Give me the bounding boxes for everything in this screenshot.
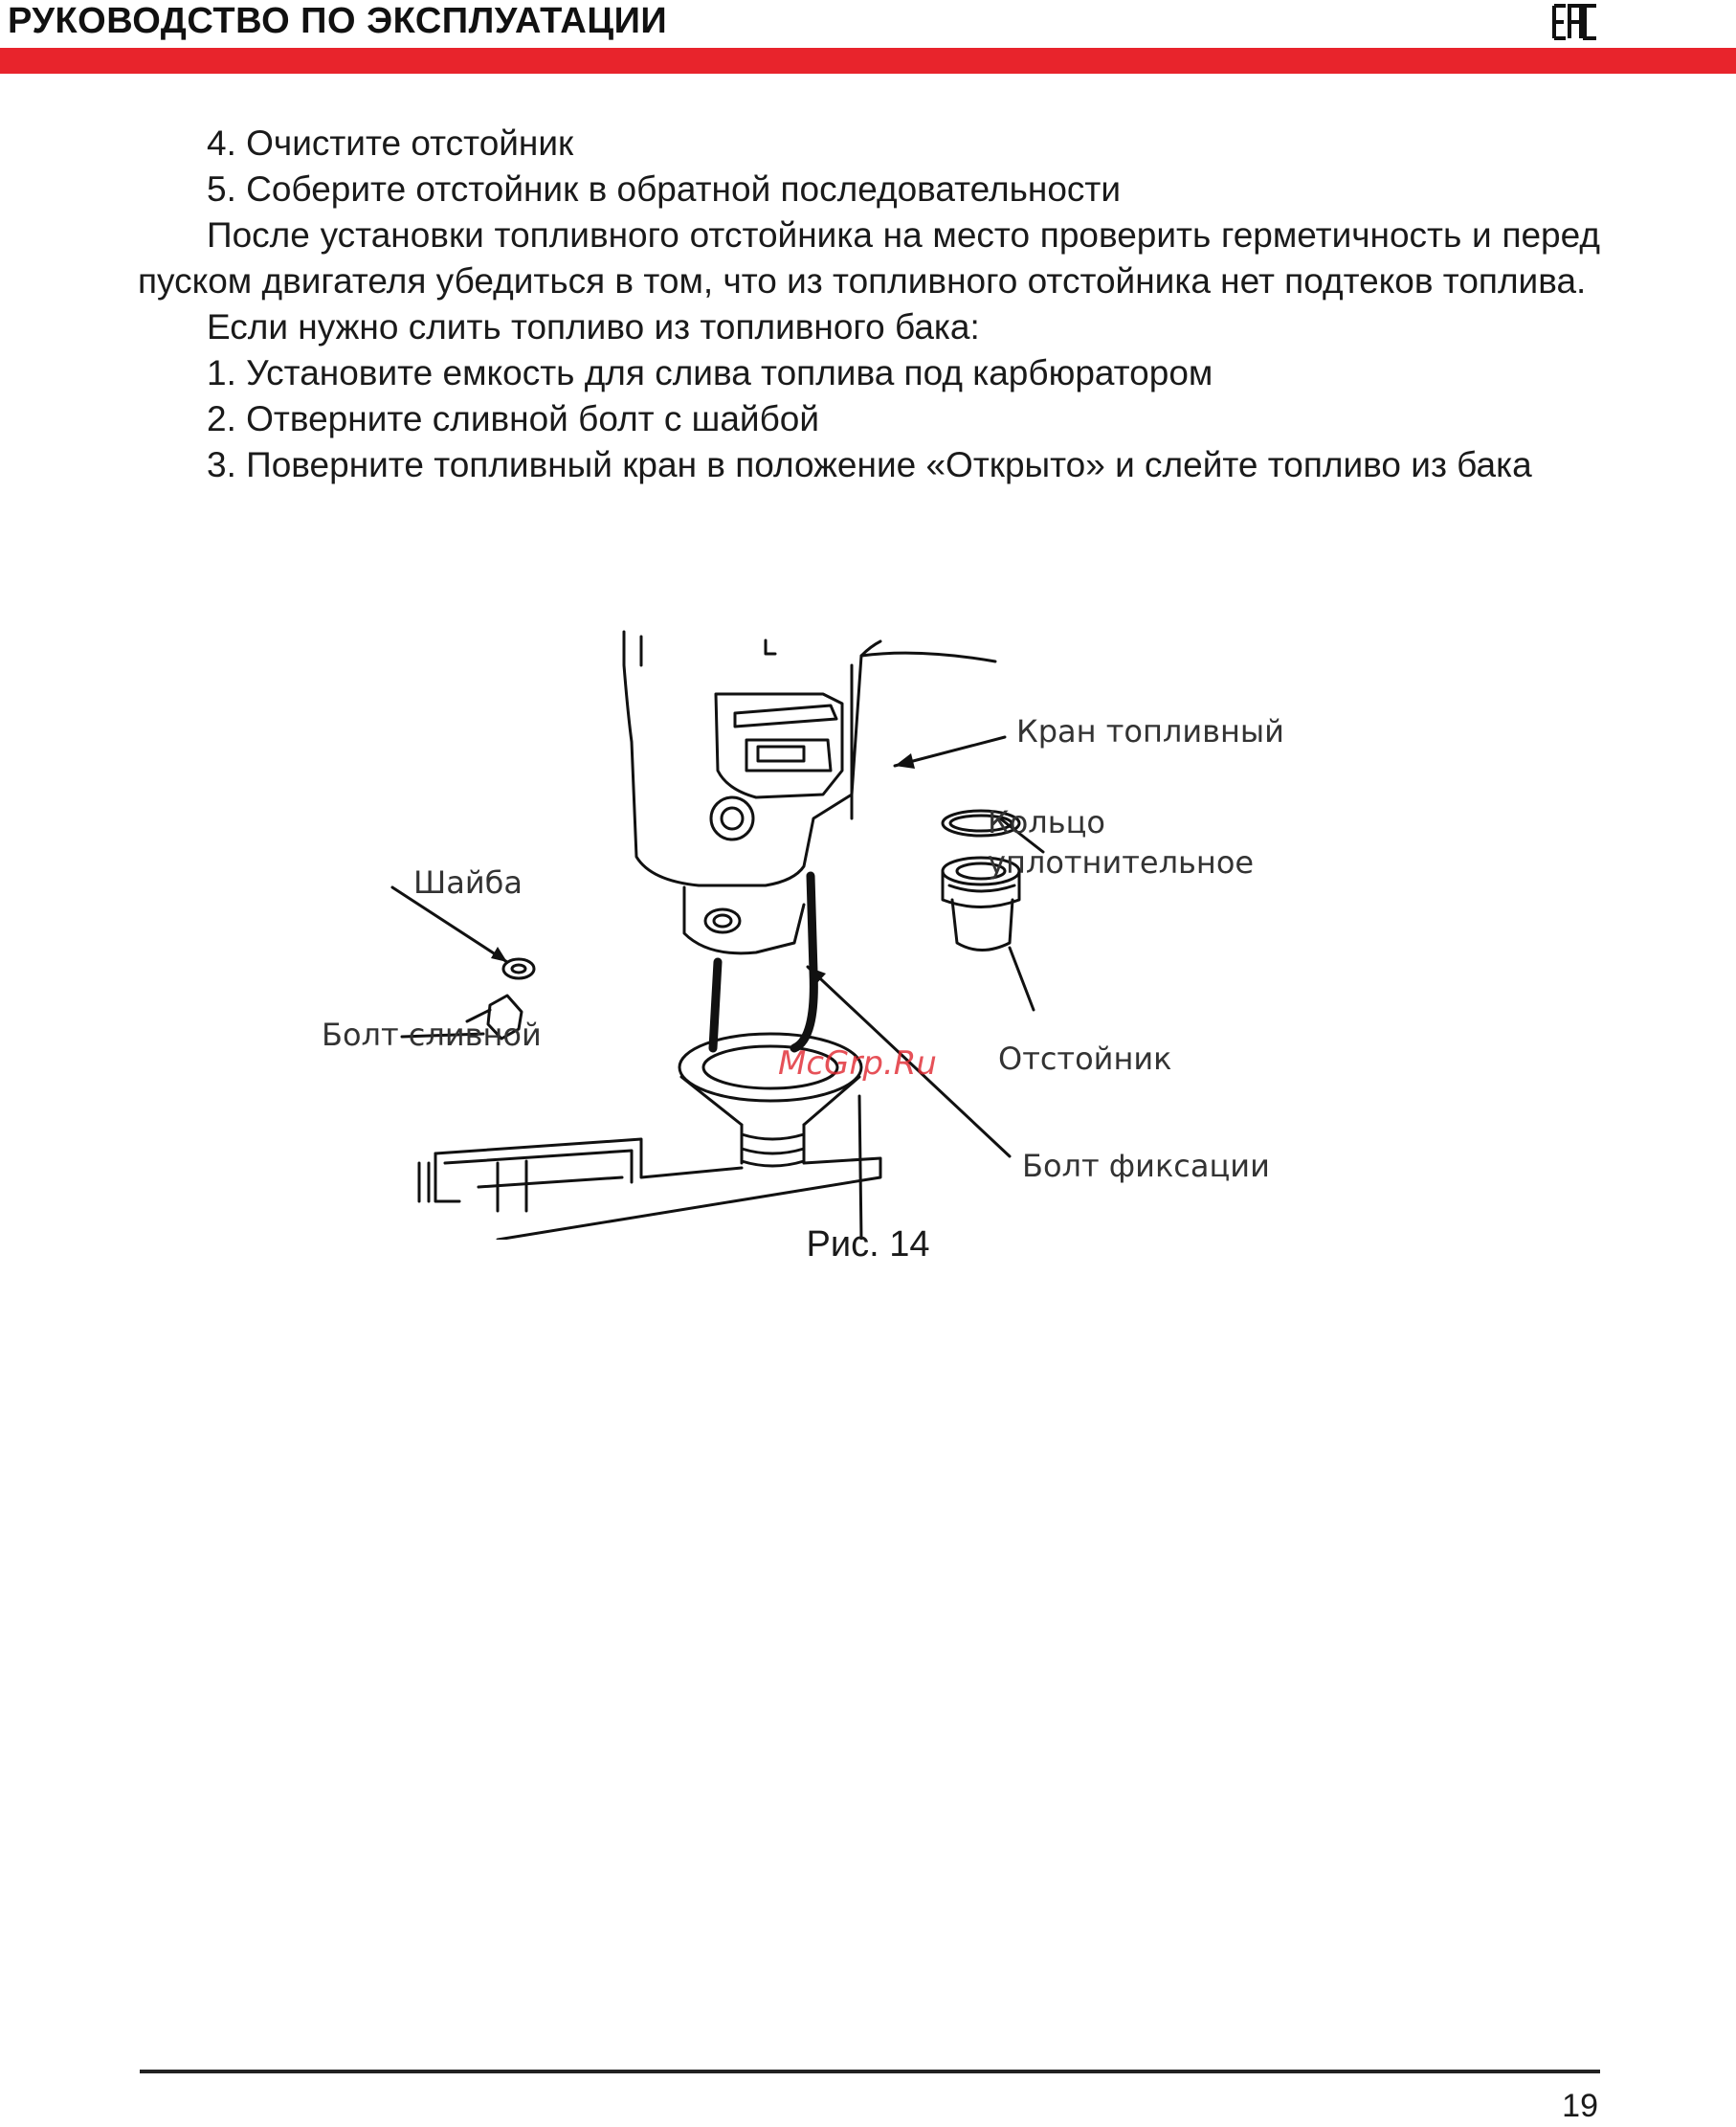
drain-step-3-line: 3. Поверните топливный кран в положение «Открыто» и слейте топливо из бака: [207, 445, 1532, 484]
leak-check-paragraph: После установки топливного отстойника на место проверить герметичность и перед пуском двигателя убедиться в том, что из топливного отстойника нет подтеков топлива.: [138, 215, 1600, 301]
label-sediment-cup: Отстойник: [998, 1041, 1172, 1077]
instructions-text: [138, 121, 1600, 488]
figure-caption: Рис. 14: [806, 1224, 930, 1265]
header-red-band: [0, 48, 1736, 74]
label-drain-bolt: Болт сливной: [322, 1017, 542, 1053]
label-fuel-valve: Кран топливный: [1016, 713, 1284, 750]
label-washer: Шайба: [413, 864, 523, 901]
footer-rule: [140, 2070, 1600, 2073]
step-5-line: 5. Соберите отстойник в обратной последовательности: [207, 169, 1122, 209]
label-seal-ring-line2: уплотнительное: [988, 844, 1255, 881]
page-number: 19: [1562, 2088, 1598, 2124]
sediment-cup-diagram: [306, 627, 1416, 1240]
step-4-line: 4. Очистите отстойник: [207, 123, 574, 163]
label-fixing-bolt: Болт фиксации: [1022, 1148, 1270, 1184]
drain-step-2-line: 2. Отверните сливной болт с шайбой: [207, 399, 820, 438]
drain-step-1-line: 1. Установите емкость для слива топлива под карбюратором: [207, 353, 1213, 392]
drain-intro-line: Если нужно слить топливо из топливного бака:: [207, 307, 980, 347]
label-seal-ring-line1: Кольцо: [988, 804, 1105, 840]
eac-logo: [1552, 4, 1598, 40]
watermark: McGrp.Ru: [778, 1044, 937, 1083]
fuel-sediment-cup-figure: [306, 627, 1416, 1240]
document-header-title: РУКОВОДСТВО ПО ЭКСПЛУАТАЦИИ: [8, 1, 668, 41]
